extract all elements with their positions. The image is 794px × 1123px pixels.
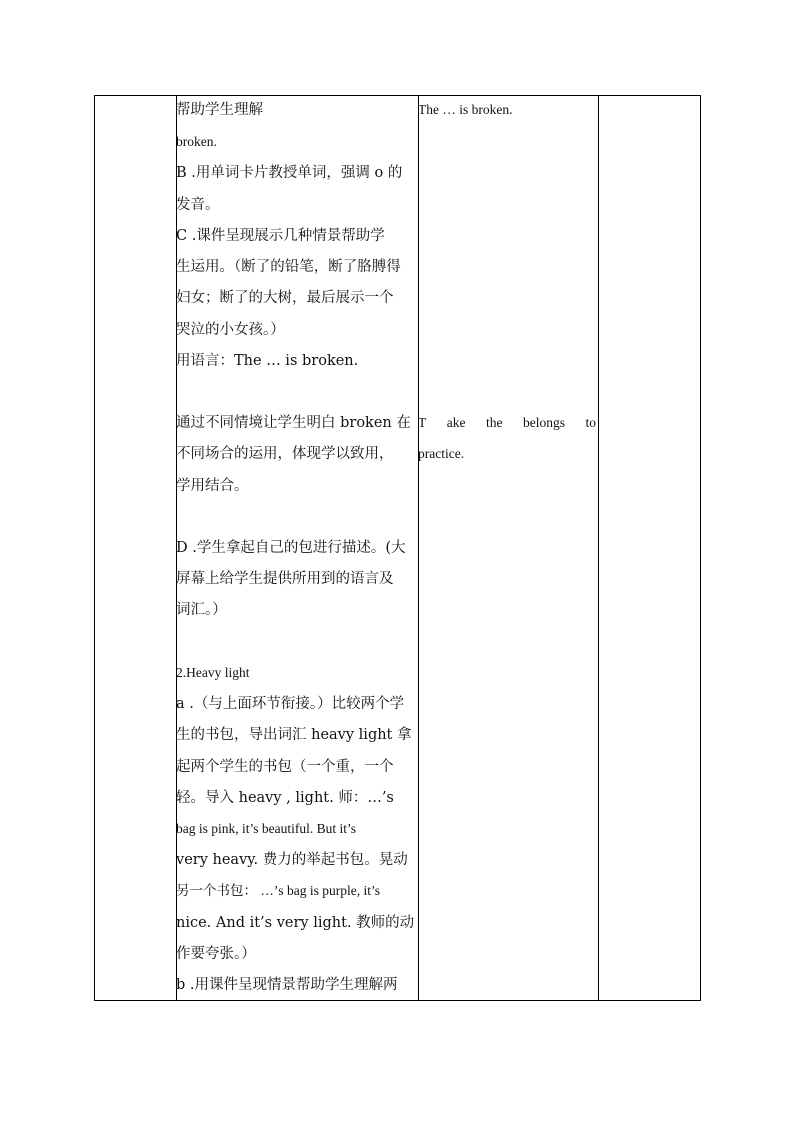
text-line: 轻。导入 heavy , light. 师：…’s <box>176 790 394 806</box>
text-line: very heavy. 费力的举起书包。晃动 <box>176 852 408 868</box>
text-line: 起两个学生的书包（一个重，一个 <box>176 759 394 775</box>
text-line: 帮助学生理解 <box>176 102 263 118</box>
justified-text-line <box>418 413 596 433</box>
word: belongs <box>522 415 565 430</box>
text-line: 发音。 <box>176 197 220 213</box>
column-divider <box>418 96 419 1000</box>
text-line: 作要夸张。） <box>176 946 256 962</box>
text-line: 屏幕上给学生提供所用到的语言及 <box>176 571 394 587</box>
text-line: broken. <box>176 134 217 149</box>
text-line: 生运用。（断了的铅笔，断了胳膊得 <box>176 259 401 275</box>
section-heading: 2.Heavy light <box>176 665 250 680</box>
text-line: b .用课件呈现情景帮助学生理解两 <box>176 977 398 993</box>
word: the <box>485 415 503 430</box>
word: to <box>585 415 596 430</box>
text-line: 用语言：The … is broken. <box>176 353 359 369</box>
text-line: nice. And it’s very light. 教师的动 <box>176 915 415 931</box>
text-line: 学用结合。 <box>176 478 249 494</box>
column-divider <box>598 96 599 1000</box>
text-line: 词汇。） <box>176 602 227 618</box>
text-line: 通过不同情境让学生明白 broken 在 <box>176 415 411 431</box>
text-line: 不同场合的运用，体现学以致用， <box>176 446 394 462</box>
text-line: The … is broken. <box>418 102 513 117</box>
word: ake <box>446 415 466 430</box>
text-line: bag is pink, it’s beautiful. But it’s <box>176 821 356 836</box>
text-line: 生的书包，导出词汇 heavy light 拿 <box>176 727 412 743</box>
text-line: 另一个书包： …’s bag is purple, it’s <box>176 883 380 898</box>
text-line: a .（与上面环节衔接。）比较两个学 <box>176 696 405 712</box>
text-line: 哭泣的小女孩。） <box>176 322 285 338</box>
text-line: 妇女；断了的大树，最后展示一个 <box>176 290 394 306</box>
text-line: C .课件呈现展示几种情景帮助学 <box>176 228 385 244</box>
text-line: B .用单词卡片教授单词，强调 o 的 <box>176 165 403 181</box>
text-line: practice. <box>418 446 465 461</box>
text-line: D .学生拿起自己的包进行描述。(大 <box>176 540 406 556</box>
word: T <box>418 415 427 430</box>
